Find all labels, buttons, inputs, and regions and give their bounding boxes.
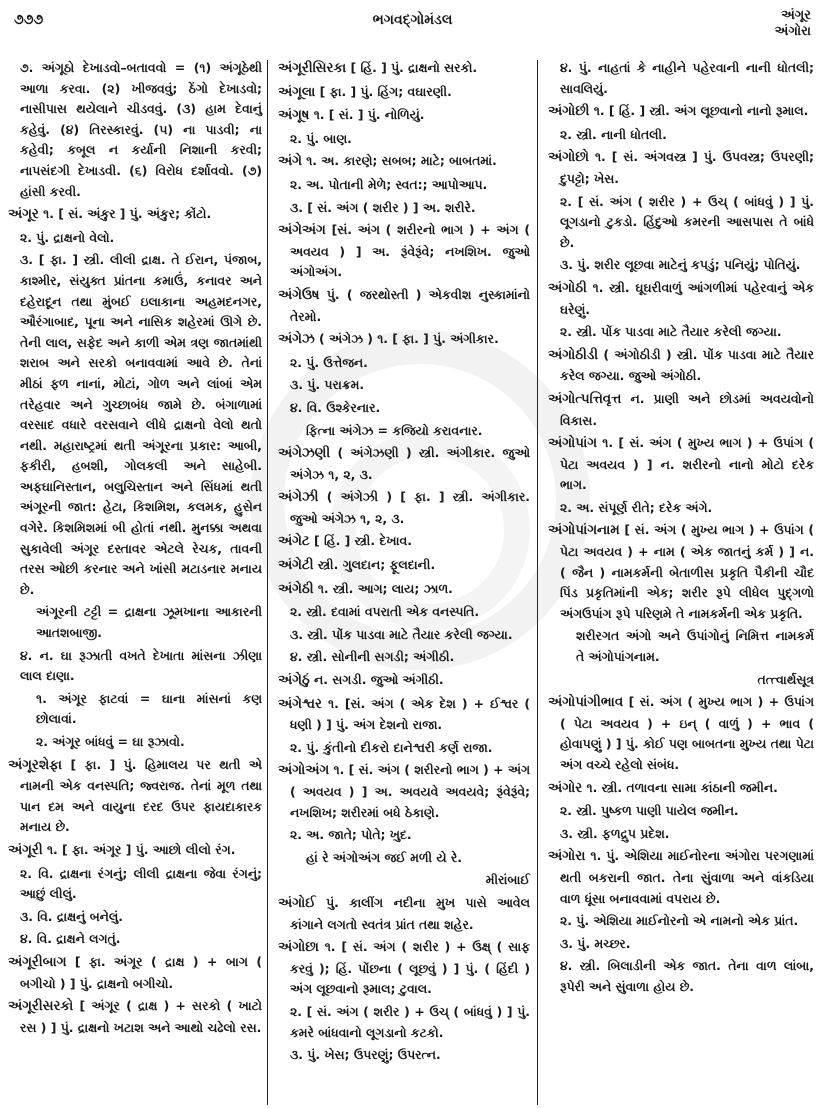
headword: અંગોઠી — [548, 280, 587, 296]
dictionary-entry — [548, 101, 814, 123]
definition: [ ફા. અંગૂર ( દ્રાક્ષ ) + બાગ ( બગીચો ) ] પું. દ્રાક્ષનો બગીચો. — [20, 953, 262, 991]
dictionary-entry — [8, 840, 262, 862]
sense-definition: ૩. સ્ત્રી. ફળદ્રુપ પ્રદેશ. — [560, 825, 670, 841]
sense-definition: ૨. પું. એશિયા માઈનોરનો એ નામનો એક પ્રાંત. — [560, 913, 799, 929]
dictionary-entry — [278, 937, 530, 1000]
definition: ૧. [ સં. અંગવસ્ત્ર ] પું. ઉપવસ્ત્ર; ઉપરણી; દુપટ્ટો; ખેસ. — [560, 149, 814, 186]
headword: અંગેઝ — [278, 332, 315, 348]
definition: ૧. [ હિં. ] સ્ત્રી. અંગ લૂછવાનો નાનો રૂમાલ. — [589, 103, 809, 119]
definition: ૧. સ્ત્રી. ઘૂઘરીવાળું આંગળીમાં પહેરવાનું એક ઘરેણું. — [560, 279, 814, 317]
definition: ન. સગડી. જુઓ અંગીઠી. — [309, 672, 444, 688]
dictionary-entry — [548, 846, 814, 909]
sense-definition: ૨. સ્ત્રી. પોંક પાડવા માટે તૈયાર કરેલી જગ્યા. — [560, 324, 782, 340]
dictionary-entry — [8, 952, 262, 994]
sense-definition: ૩. પું. શરીર લૂછવા માટેનું કપડું; પનિયું; પોતિયું. — [560, 257, 801, 273]
sense-definition: ૨. પું. બાણ. — [290, 130, 352, 146]
dictionary-entry — [278, 220, 530, 283]
usage-example: હાં રે અંગોઅંગ જઈ મળી યે રે. — [306, 849, 462, 865]
headword: અંગૂરીસરકો — [8, 999, 74, 1015]
definition: ૧. [ સં. અંગ ( મુખ્ય ભાગ ) + ઉપાંગ ( પેટા અવયવ ) ] ન. શરીરનો નાનો મોટો દરેક ભાગ. — [560, 435, 814, 493]
dictionary-entry — [278, 105, 530, 127]
definition: ( અંગોઠીડી ) સ્ત્રી. પોંક પાડવા માટે તૈયાર કરેલ જગ્યા. જુઓ અંગોઠી. — [560, 346, 814, 384]
definition: [સં. અંગ ( શરીરનો ભાગ ) + અંગ ( અવયવ ) ] અ. રૂંવેરૂંવે; નખશિખ. જુઓ અંગોઅંગ. — [290, 222, 530, 280]
definition: ૧. [સં. અંગ ( એક દેશ ) + ઈશ્વર ( ધણી ) ] પું. અંગ દેશનો રાજા. — [290, 695, 530, 733]
dictionary-entry — [278, 82, 530, 104]
dictionary-entry — [8, 996, 262, 1038]
headword: અંગેઉષ — [278, 287, 320, 303]
sense-definition: ૩. પું. ખેસ; ઉપરણું; ઉપરત્ન. — [290, 1047, 441, 1063]
sense-definition: ૩. સ્ત્રી. પોંક પાડવા માટે તૈયાર કરેલી જગ્યા. — [290, 626, 513, 642]
headword: અંગૂર — [8, 207, 39, 223]
sense-definition: ૩. પું. મચ્છર. — [560, 935, 631, 951]
sense-definition: ૪. ન. ઘા રૂઝાતી વખતે દેખાતા માંસના ઝીણા લાલ દાણા. — [20, 647, 262, 684]
usage-example: ૨. અંગૂર બાંધવું = ઘા રૂઝાવો. — [36, 734, 185, 749]
headword: અંગોઠીડી — [548, 347, 599, 363]
page-header — [0, 0, 825, 50]
dictionary-entry — [548, 345, 814, 387]
definition: [ સં. અંગ ( મુખ્ય ભાગ ) + ઉપાંગ ( પેટા અવયવ ) + ઇન્ ( વાળું ) + ભાવ ( હોવાપણું ) ] પું. કોઈ પણ બાબતના મુખ્ય તથા પેટા અંગ વચ્ચે રહેલો સંબંધ. — [560, 694, 814, 772]
definition: [ હિં. ] પું. દ્રાક્ષનો સરકો. — [346, 60, 478, 75]
headword: અંગેટ — [278, 534, 310, 550]
headword: અંગોત્પત્તિવૃત્ત — [548, 391, 622, 407]
guide-word-first: અંગૂર — [781, 8, 811, 23]
dictionary-entry — [278, 555, 530, 577]
dictionary-entry — [8, 204, 262, 226]
definition: ૧. સ્ત્રી. આગ; લાય; ઝાળ. — [313, 580, 453, 596]
definition: ૧. પું. એશિયા માઈનોરના અંગોરા પરગણામાં થતી બકરાની જાત. તેના સુંવાળા અને વાંકડિયા વાળ ધૂંસા બનાવવામાં વપરાય છે. — [560, 848, 814, 906]
column-divider — [267, 60, 268, 1105]
definition: ૧. [ ફા. અંગૂર ] પું. આછો લીલો રંગ. — [42, 841, 236, 857]
column-2 — [278, 58, 530, 1068]
guide-words — [775, 8, 811, 40]
column-divider — [537, 60, 538, 1105]
definition: ૧. [ સં. ] પું. નોળિયું. — [309, 107, 425, 123]
sense-definition: ૨. સ્ત્રી. નાની ધોતલી. — [560, 126, 667, 142]
headword: અંગેઠું — [278, 673, 310, 689]
definition: [ સં. અંગ ( મુખ્ય ભાગ ) + ઉપાંગ ( પેટા અવયવ ) + નામ ( એક જાતનું કર્મ ) ] ન. ( જૈન ) નામકર્મની બેતાળીસ પ્રકૃતિ પૈકીની ચૌદ પિંડ પ્રકૃતિમાંની એક; શરીર રૂપે લીધેલ પુદ્ગળો અંગઉપાંગ રૂપે પરિણમે તે નામકર્મની એક પ્રકૃતિ. — [560, 522, 814, 621]
headword: અંગેઅંગ — [278, 223, 326, 239]
headword: અંગોછા — [278, 940, 319, 956]
sense-definition: ૨. અ. જાતે; પોતે; ખુદ. — [290, 827, 412, 843]
page-number: ૭૭૭ — [14, 12, 44, 28]
headword: અંગૂરીબાગ — [8, 954, 67, 970]
column-1 — [8, 58, 262, 1040]
headword: અંગૂરી — [8, 842, 43, 858]
headword: અંગૂરીસિરકા — [278, 61, 347, 76]
dictionary-entry — [548, 778, 814, 800]
sense-definition: ૨. [ સં. અંગ ( શરીર ) + ઉચ્ ( બાંધવું ) ] પું. કમરે બાંધવાનો લૂગડાનો કટકો. — [290, 1003, 530, 1040]
sense-definition: ૪. સ્ત્રી. સોનીની સગડી; અંગીઠી. — [290, 649, 455, 665]
column-3 — [548, 58, 814, 1000]
dictionary-entry — [278, 760, 530, 823]
dictionary-entry — [548, 692, 814, 775]
definition: [ ફા. ] પું. હિંગ; વઘારણી. — [315, 83, 452, 99]
definition: ૧. [ સં. અંગ ( શરીરનો ભાગ ) + અંગ ( અવયવ ) ] અ. અવયવે અવયવે; રૂંવેરૂંવે; નખશિખ; શરીરમાં બધે ઠેકાણે. — [290, 762, 530, 820]
sense-definition: ૨. અ. પોતાની મેળે; સ્વત:; આપોઆપ. — [290, 176, 488, 192]
definition: [ ફા. ] પું. હિમાલય પર થતી એ નામની એક વનસ્પતિ; જ્વરાજ. તેનાં મૂળ તથા પાન દમ અને વાયુના દરદ ઉપર ફાયદાકારક મનાય છે. — [20, 756, 262, 835]
sense-definition: ૪. વિ. ઉશ્કેરનાર. — [290, 399, 381, 415]
sense-definition: ૪. પું. નાહતાં કે નાહીને પહેરવાની નાની ધોતલી; સાવલિયું. — [560, 60, 814, 96]
definition: પું. કાલીંગ નદીના મુખ પાસે આવેલ કાંગાને લગતો સ્વતંત્ર પ્રાંત તથા શહેર. — [290, 894, 530, 932]
guide-word-last: અંગોરા — [774, 24, 811, 39]
dictionary-entry — [278, 58, 530, 80]
dictionary-entry — [278, 579, 530, 601]
dictionary-entry — [278, 487, 530, 529]
dictionary-entry — [278, 670, 530, 692]
sense-definition: ૩. પું. પરાક્રમ. — [290, 377, 365, 393]
headword: અંગૂરશેફા — [8, 757, 62, 773]
book-title: ભગવદ્ગોમંડલ — [372, 12, 453, 28]
dictionary-entry — [548, 520, 814, 624]
dictionary-entry — [278, 694, 530, 736]
usage-example: ૧. અંગૂર ફાટવાં = ઘાના માંસનાં કણ છોલાવાં. — [36, 690, 262, 727]
definition: ( અંગેઝ ) ૧. [ ફા. ] પું. અંગીકાર. — [314, 331, 499, 347]
dictionary-entry — [278, 443, 530, 485]
dictionary-entry — [548, 278, 814, 320]
sense-definition: ૨. પું. કુંતીનો દીકરો દાનેશ્વરી કર્ણ રાજા. — [290, 739, 493, 755]
definition: ( અંગેઝી ) [ ફા. ] સ્ત્રી. અંગીકાર. જુઓ અંગેઝ ૧, ૨, ૩. — [290, 489, 530, 526]
usage-example: શરીરગત અંગો અને ઉપાંગોનું નિમિત્ત નામકર્મ તે અંગોપાંગનામ. — [576, 628, 814, 665]
dictionary-entry — [278, 531, 530, 553]
definition: ( અંગેઝણી ) સ્ત્રી. અંગીકાર. જુઓ અંગેઝ ૧, ૨, ૩. — [290, 445, 530, 482]
citation-source: મીરાંબાઈ — [485, 872, 530, 888]
headword: અંગેઠી — [278, 581, 314, 597]
definition: પું. ( જરથોસ્તી ) એકવીશ નુસ્કામાંનો તેરમો. — [290, 286, 530, 324]
headword: અંગોઈ — [278, 895, 316, 911]
sense-definition: ૨. સ્ત્રી. દવામાં વપરાતી એક વનસ્પતિ. — [290, 604, 480, 620]
sense-definition: ૨. પું. ઉત્તેજન. — [290, 354, 368, 370]
headword: અંગેટી — [278, 558, 314, 574]
headword: અંગોઅંગ — [278, 763, 330, 779]
sense-definition: ૨. [ સં. અંગ ( શરીર ) + ઉચ્ ( બાંધવું ) ] પું. લૂગડાનો ટુકડો. હિંદુઓ કમરની આસપાસ તે બાંધે છે. — [560, 193, 814, 250]
headword: અંગોપાંગનામ — [548, 523, 620, 539]
citation-source: તત્ત્વાર્થસૂત્ર — [757, 671, 814, 687]
headword: અંગોછો — [548, 150, 589, 166]
headword: અંગોપાંગ — [548, 436, 597, 452]
sense-definition: ૨. પું. દ્રાક્ષનો વેલો. — [20, 229, 115, 245]
dictionary-entry — [278, 285, 530, 327]
usage-example: અંગૂરની ટટ્ટી = દ્રાક્ષના ઝૂમખાના આકારની આતશબાજી. — [36, 604, 262, 641]
headword: અંગેઝણી — [278, 446, 331, 462]
sense-definition: ૭. અંગૂઠો દેખાડવો–બતાવવો = (૧) અંગૂઠેથી આળા કરવા. (૨) ખીજવવું; ઠેંગો દેખાડવો; નાસીપાસ થયેલાને ચીડવવું. (૩) હામ દેવાનું કહેવું. (૪) તિરસ્કારવું. (૫) ના પાડવી; ના કહેવી; કબૂલ ન કર્યાની નિશાની કરવી; નાપસંદગી દેખાડવી. (૬) વિરોધ દર્શાવવો. (૭) હાંસી કરવી. — [20, 60, 262, 199]
definition: સ્ત્રી. ગુલદાન; ફૂલદાની. — [313, 557, 436, 573]
headword: અંગૂષ — [278, 108, 310, 124]
headword: અંગે — [278, 154, 302, 170]
definition: ૧. [ સં. અંગ ( શરીર ) + ઉક્ષ્ ( સાફ કરવું ); હિં. પોંછના ( લૂછવું ) ] પું. ( હિંદી ) અંગ લૂછવાનો રૂમાલ; ટુવાલ. — [290, 939, 530, 997]
definition: ૧. [ સં. અંકુર ] પું. અંકુર; કોંટો. — [38, 206, 212, 222]
headword: અંગોપાંગીભાવ — [548, 695, 624, 711]
sense-definition: ૪. વિ. દ્રાક્ષને લગતું. — [20, 931, 121, 947]
definition: ન. પ્રાણી અને છોડમાં અવયવોનો વિકાસ. — [560, 390, 814, 428]
dictionary-entry — [548, 147, 814, 189]
definition: [ અંગૂર ( દ્રાક્ષ ) + સરકો ( ખાટો રસ ) ] પું. દ્રાક્ષનો ખટાશ અને આથો ચઢેલો રસ. — [20, 998, 262, 1035]
headword: અંગોરા — [548, 849, 586, 865]
dictionary-entry — [8, 755, 262, 838]
sense-definition: ૨. વિ. દ્રાક્ષના રંગનું; લીલી દ્રાક્ષના જેવા રંગનું; આછું લીલું. — [20, 865, 262, 902]
headword: અંગોછી — [548, 104, 590, 120]
headword: અંગોર — [548, 780, 583, 796]
sense-definition: ૩. વિ. દ્રાક્ષનું બનેલું. — [20, 908, 123, 924]
dictionary-entry — [278, 893, 530, 935]
usage-example: ફિત્ના અંગેઝ = કજિયો કરાવનાર. — [306, 422, 483, 438]
dictionary-entry — [548, 433, 814, 496]
sense-definition: ૩. [ સં. અંગ ( શરીર ) ] અ. શરીરે. — [290, 199, 476, 215]
sense-definition: ૩. [ ફા. ] સ્ત્રી. લીલી દ્રાક્ષ. તે ઈરાન, પંજાબ, કાશ્મીર, સંયુક્ત પ્રાંતના કમાઉં, કનાવર અને દહેરાદૂન તથા મુંબઈ ઇલાકાના અહમદનગર, ઔરંગાબાદ, પૂના અને નાસિક શહેરમાં ઊગે છે. તેની લાલ, સફેદ અને કાળી એમ ત્રણ જાતમાંથી શરાબ અને સરકો બનાવવામાં આવે છે. તેનાં મીઠાં ફળ નાનાં, મોટાં, ગોળ અને લાંબાં એમ તરેહવાર અને ગુચ્છાબંધ જામે છે. બંગાળામાં વરસાદ વધારે વરસવાને લીધે દ્રાક્ષનો વેલો થતો નથી. મહારાષ્ટ્રમાં થતી અંગૂરના પ્રકાર: આબી, ફકીરી, હબશી, ગોલકલી અને સાહેબી. અફઘાનિસ્તાન, બલુચિસ્તાન અને સિંધમાં થતી અંગૂરની જાત: હેટા, કિશમિશ, કલમક, હુસેન વગેરે. કિશમિશમાં બી હોતાં નથી. મુનક્કા અથવા સુકાવેલી અંગૂર દસ્તાવર એટલે રેચક, તાવની તરસ ઓછી કરનાર અને ખાંસી મટાડનાર મનાય છે. — [20, 252, 262, 597]
headword: અંગેશ્વર — [278, 696, 322, 712]
headword: અંગૂલા — [278, 84, 316, 100]
sense-definition: ૨. અ. સંપૂર્ણ રીતે; દરેક અંગે. — [560, 499, 713, 515]
sense-definition: ૪. સ્ત્રી. બિલાડીની એક જાત. તેના વાળ લાંબા, રૂપેરી અને સુંવાળા હોય છે. — [560, 958, 814, 994]
definition: ૧. સ્ત્રી. તળાવના સામા કાંઠાની જમીન. — [582, 779, 778, 795]
dictionary-entry — [278, 329, 530, 351]
headword: અંગેઝી — [278, 490, 319, 506]
definition: [ હિં. ] સ્ત્રી. દેખાવ. — [309, 533, 412, 549]
sense-definition: ૨. સ્ત્રી. પુષ્કળ પાણી પાયેલ જમીન. — [560, 803, 739, 819]
definition: ૧. અ. કારણે; સબબ; માટે; બાબતમાં. — [301, 153, 497, 169]
dictionary-entry — [278, 151, 530, 173]
dictionary-entry — [548, 389, 814, 431]
